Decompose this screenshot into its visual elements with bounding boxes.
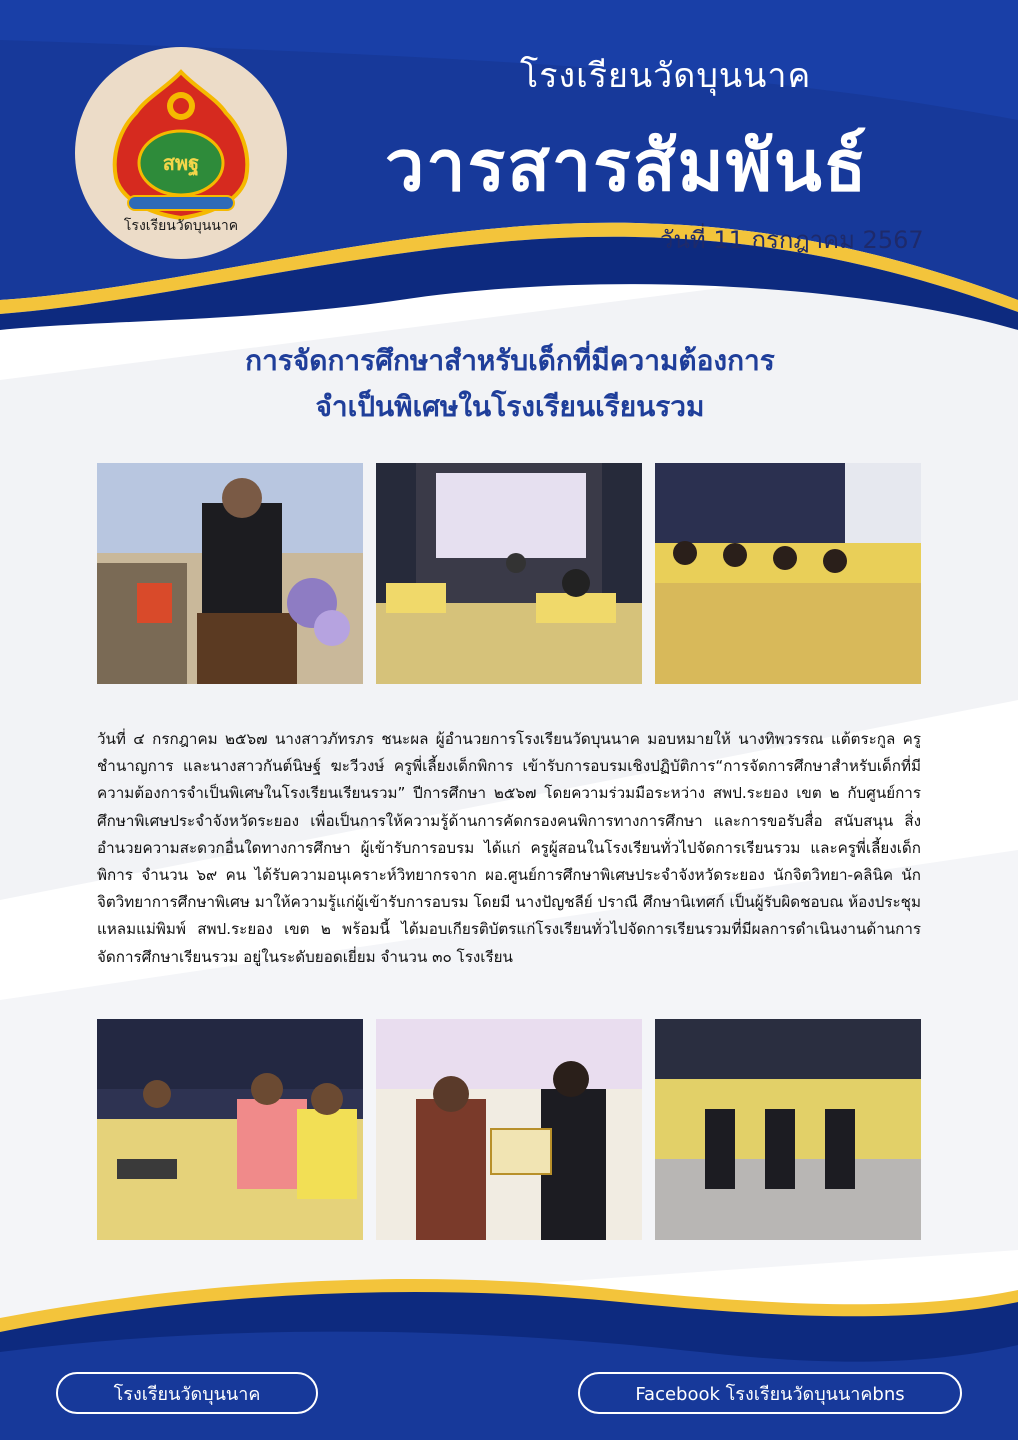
photo-meeting-room	[376, 463, 642, 684]
svg-text:สพฐ: สพฐ	[162, 151, 200, 175]
photo-teachers-group	[97, 1019, 363, 1240]
issue-date: วันที่ 11 กรกฎาคม 2567	[660, 226, 924, 254]
school-name: โรงเรียนวัดบุนนาค	[520, 56, 812, 96]
journal-title: วารสารสัมพันธ์	[385, 125, 869, 207]
footer-facebook-link[interactable]: Facebook โรงเรียนวัดบุนนาคbns	[578, 1372, 962, 1414]
photo-participants-seated	[655, 463, 921, 684]
school-logo	[75, 47, 287, 259]
logo-caption: โรงเรียนวัดบุนนาค	[123, 218, 239, 234]
article-title	[100, 338, 920, 430]
footer-school-link[interactable]: โรงเรียนวัดบุนนาค	[56, 1372, 318, 1414]
article-title-line2: จำเป็นพิเศษในโรงเรียนเรียนรวม	[315, 390, 705, 423]
photo-speaker-podium	[97, 463, 363, 684]
photo-certificate-award	[376, 1019, 642, 1240]
article-body: วันที่ ๔ กรกฎาคม ๒๕๖๗ นางสาวภัทรภร ชนะผล ผู้อำนวยการโรงเรียนวัดบุนนาค มอบหมายให้ นางทิพวรรณ แต้ตระกูล ครูชำนาญการ และนางสาวกันต์นิษฐ์ ฆะวีวงษ์ ครูพี่เลี้ยงเด็กพิการ เข้ารับการอบรมเชิงปฏิบัติการ“การจัดการศึกษาสำหรับเด็กที่มีความต้องการจำเป็นพิเศษในโรงเรียนเรียนรวม” ปีการศึกษา ๒๕๖๗ โดยความร่วมมือระหว่าง สพป.ระยอง เขต ๒ กับศูนย์การศึกษาพิเศษประจำจังหวัดระยอง เพื่อเป็นการให้ความรู้ด้านการคัดกรองคนพิการทางการศึกษา และการขอรับสื่อ สนับสนุน สิ่งอำนวยความสะดวกอื่นใดทางการศึกษา ผู้เข้ารับการอบรม ได้แก่ ครูผู้สอนในโรงเรียนทั่วไปจัดการเรียนรวม และครูพี่เลี้ยงเด็กพิการ จำนวน ๖๙ คน ได้รับความอนุเคราะห์วิทยากรจาก ผอ.ศูนย์การศึกษาพิเศษประจำจังหวัดระยอง นักจิตวิทยา-คลินิค นักจิตวิทยาการศึกษาพิเศษ มาให้ความรู้แก่ผู้เข้ารับการอบรม โดยมี นางปัญชลีย์ ปราณี ศึกษานิเทศก์ เป็นผู้รับผิดชอบณ ห้องประชุมแหลมแม่พิมพ์ สพป.ระยอง เขต ๒ พร้อมนี้ ได้มอบเกียรติบัตรแก่โรงเรียนทั่วไปจัดการเรียนรวมที่มีผลการดำเนินงานด้านการจัดการศึกษาเรียนรวม อยู่ในระดับยอดเยี่ยม จำนวน ๓๐ โรงเรียน	[97, 730, 921, 966]
photo-group-portrait	[655, 1019, 921, 1240]
school-emblem-icon	[106, 68, 256, 238]
article-title-line1: การจัดการศึกษาสำหรับเด็กที่มีความต้องการ	[245, 344, 775, 377]
